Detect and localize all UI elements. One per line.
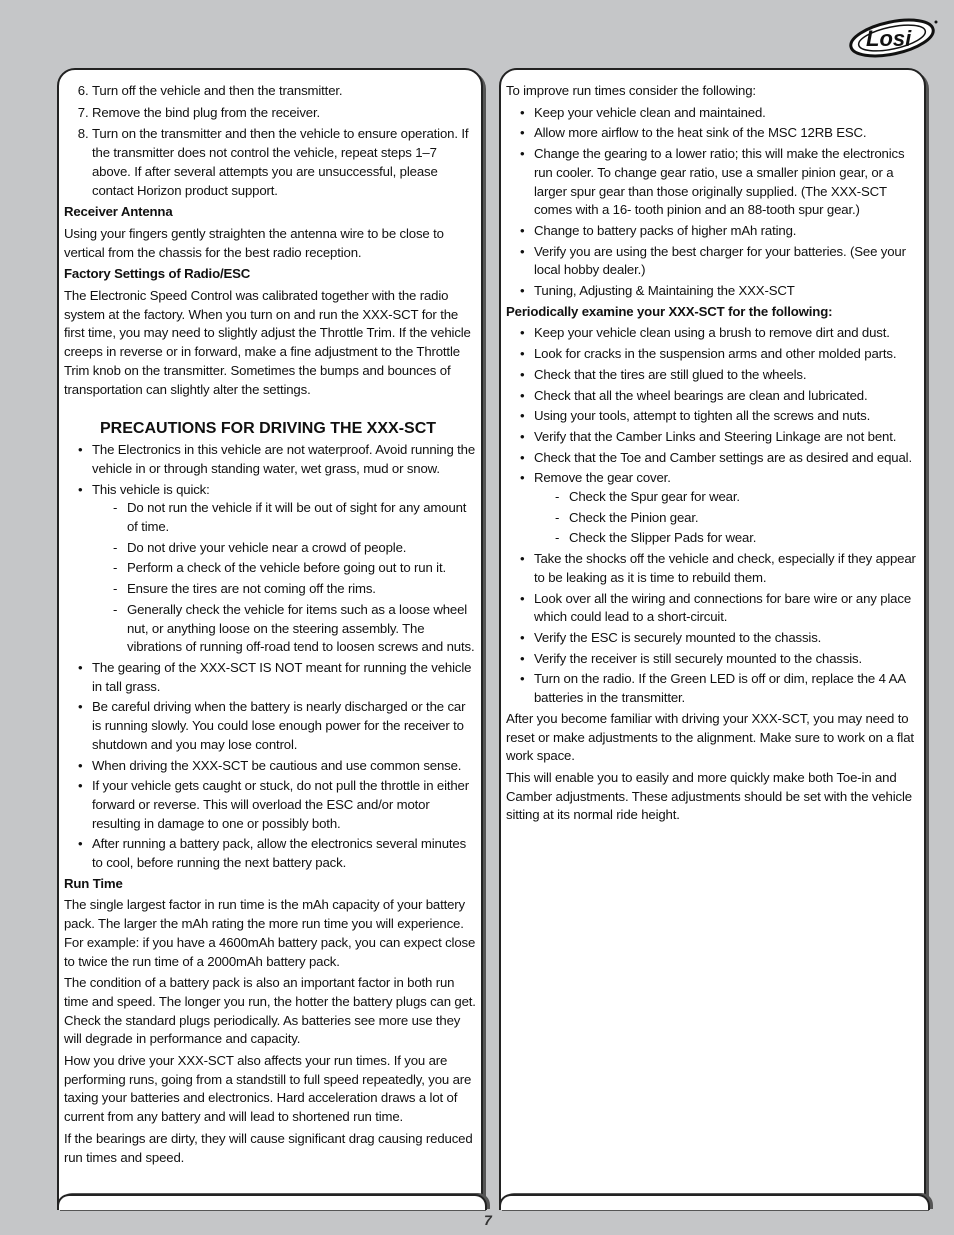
list-item: - Do not run the vehicle if it will be out of sight for any amount of time. (113, 499, 477, 536)
list-item: - Perform a check of the vehicle before going out to run it. (113, 559, 477, 578)
list-item: • Verify you are using the best charger for your batteries. (See your local hobby dealer.) (520, 243, 920, 280)
logo-text: Losi (866, 26, 912, 51)
list-item: - Ensure the tires are not coming off the rims. (113, 580, 477, 599)
alignment-paragraph: After you become familiar with driving your XXX-SCT, you may need to reset or make adjustments to the alignment. Make sure to work on a flat work space. (506, 710, 914, 764)
list-item: • Take the shocks off the vehicle and check, especially if they appear to be leaking as it is time to rebuild them. (520, 550, 920, 587)
list-item: • Check that the Toe and Camber settings are as desired and equal. (520, 449, 920, 468)
list-item: • Tuning, Adjusting & Maintaining the XXX-SCT (520, 282, 920, 301)
list-item: • Turn on the radio. If the Green LED is off or dim, replace the 4 AA batteries in the transmitter. (520, 670, 920, 707)
list-item (520, 469, 920, 548)
list-item: 7. Remove the bind plug from the receiver. (92, 104, 477, 123)
list-item: • Check that all the wheel bearings are clean and lubricated. (520, 387, 920, 406)
periodic-heading: Periodically examine your XXX-SCT for the following: (506, 303, 833, 319)
list-item: - Generally check the vehicle for items such as a loose wheel nut, or anything loose on the steering assembly. The vibrations of running off-road tend to loosen screws and nuts. (113, 601, 477, 657)
gear-sublist (534, 488, 920, 548)
list-item: - Do not drive your vehicle near a crowd of people. (113, 539, 477, 558)
run-time-heading: Run Time (64, 875, 123, 891)
list-item: • Verify that the Camber Links and Steering Linkage are not bent. (520, 428, 920, 447)
list-item: • Change to battery packs of higher mAh rating. (520, 222, 920, 241)
factory-settings-heading: Factory Settings of Radio/ESC (64, 266, 251, 282)
losi-logo (848, 14, 940, 58)
list-item: • Keep your vehicle clean and maintained. (520, 104, 920, 123)
receiver-antenna-text: Using your fingers gently straighten the antenna wire to be close to vertical from the chassis for the best radio reception. (64, 225, 444, 260)
list-item: • Be careful driving when the battery is nearly discharged or the car is running slowly. You could lose enough power for the receiver to shutdown and you may lose control. (78, 698, 477, 754)
left-column-panel (57, 68, 483, 1208)
quick-sublist (92, 499, 477, 657)
improve-list (506, 104, 920, 301)
list-item: • After running a battery pack, allow the electronics several minutes to cool, before running the next battery pack. (78, 835, 477, 872)
alignment-paragraph: This will enable you to easily and more quickly make both Toe-in and Camber adjustments. These adjustments should be set with the vehicle sitting at its normal ride height. (506, 769, 912, 823)
list-item: • Check that the tires are still glued to the wheels. (520, 366, 920, 385)
run-time-paragraph: The condition of a battery pack is also an important factor in both run time and speed. The longer you run, the hotter the battery plugs can get. Check the standard plugs periodically. As batteries see more use they will degrade in performance and capacity. (64, 975, 476, 1047)
run-time-paragraph: How you drive your XXX-SCT also affects your run times. If you are performing runs, going from a standstill to full speed repeatedly, you are taxing your batteries and electronics. Hard acceleration draws a lot of current from any battery and will lead to shortened run time. (64, 1053, 472, 1125)
left-panel-footer-tab (57, 1194, 487, 1210)
list-item: • Keep your vehicle clean using a brush to remove dirt and dust. (520, 324, 920, 343)
receiver-antenna-heading: Receiver Antenna (64, 204, 173, 220)
list-item: • Allow more airflow to the heat sink of the MSC 12RB ESC. (520, 124, 920, 143)
list-item: • Verify the receiver is still securely mounted to the chassis. (520, 650, 920, 669)
run-time-paragraph: The single largest factor in run time is the mAh capacity of your battery pack. The larger the mAh rating the more run time you will experience. For example: if you have a 4600mAh battery pack, you can expect close to twice the run time of a 2000mAh battery pack. (64, 897, 476, 969)
right-column-panel (499, 68, 926, 1208)
list-item: • When driving the XXX-SCT be cautious and use common sense. (78, 757, 477, 776)
list-item: - Check the Slipper Pads for wear. (555, 529, 920, 548)
right-panel-footer-tab (499, 1194, 930, 1210)
periodic-list (506, 324, 920, 707)
page-number: 7 (484, 1212, 492, 1228)
list-item: • If your vehicle gets caught or stuck, do not pull the throttle in either forward or reverse. This will overload the ESC and/or motor resulting in damage to one or possibly both. (78, 777, 477, 833)
list-item: • Change the gearing to a lower ratio; this will make the electronics run cooler. To change gear ratio, use a smaller pinion gear, or a larger spur gear than those originally supplied. (The XXX-SCT comes with a 16- tooth pinion and an 88-tooth spur gear.) (520, 145, 920, 220)
list-item: • Look for cracks in the suspension arms and other molded parts. (520, 345, 920, 364)
list-item: - Check the Spur gear for wear. (555, 488, 920, 507)
list-item: 6. Turn off the vehicle and then the transmitter. (92, 82, 477, 101)
precautions-list (64, 441, 477, 872)
factory-settings-text: The Electronic Speed Control was calibrated together with the radio system at the factory. When you turn on and run the XXX-SCT for the first time, you may need to slightly adjust the Throttle Trim. If the vehicle creeps in reverse or in forward, make a fine adjustment to the Throttle Trim knob on the transmitter. Sometimes the bumps and bounces of transportation can slightly alter the settings. (64, 288, 471, 397)
list-item: • Verify the ESC is securely mounted to the chassis. (520, 629, 920, 648)
precautions-title: PRECAUTIONS FOR DRIVING THE XXX-SCT (100, 420, 437, 438)
run-times-intro: To improve run times consider the following: (506, 83, 756, 98)
list-item: • The gearing of the XXX-SCT IS NOT meant for running the vehicle in tall grass. (78, 659, 477, 696)
list-item: • The Electronics in this vehicle are not waterproof. Avoid running the vehicle in or through standing water, wet grass, mud or snow. (78, 441, 477, 478)
list-item-text: Remove the gear cover. (534, 470, 671, 486)
pairing-steps-list (64, 82, 477, 200)
run-time-paragraph: If the bearings are dirty, they will cause significant drag causing reduced run times and speed. (64, 1130, 473, 1165)
list-item: - Check the Pinion gear. (555, 509, 920, 528)
list-item: • Look over all the wiring and connections for bare wire or any place which could lead to a short-circuit. (520, 590, 920, 627)
list-item-text: This vehicle is quick: (92, 481, 210, 497)
list-item: • Using your tools, attempt to tighten all the screws and nuts. (520, 407, 920, 426)
list-item (78, 481, 477, 657)
list-item: 8. Turn on the transmitter and then the vehicle to ensure operation. If the transmitter does not control the vehicle, repeat steps 1–7 above. If after several attempts you are unsuccessful, please contact Horizon product support. (92, 125, 477, 200)
